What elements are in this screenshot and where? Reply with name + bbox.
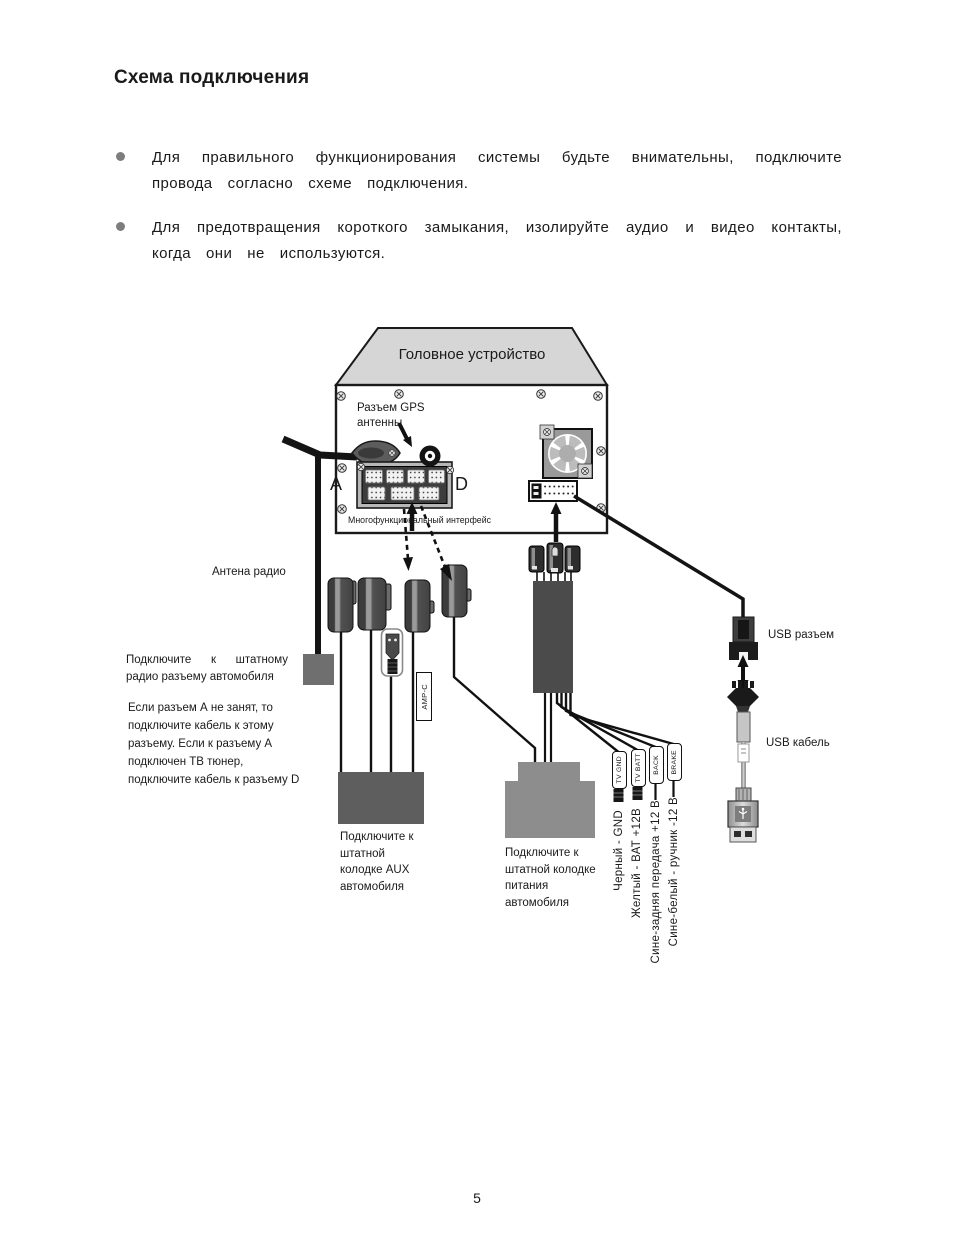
- slot-a-note: Если разъем А не занят, то подключите кабель к этому разъему. Если к разъему А подключен ТВ тюнер, подключите кабель к разъему D: [128, 702, 300, 786]
- usb-cable-label: USB кабель: [766, 737, 830, 749]
- bullet-paragraph: Для предотвращения короткого замыкания, изолируйте аудио и видео контакты, когда они не используются.: [152, 219, 842, 262]
- radio-antenna-label: Антена радио: [212, 566, 286, 578]
- wire-label-brake: Сине-белый - ручник -12 В: [667, 797, 680, 947]
- gps-connector-label: Разъем GPS антенны: [357, 402, 425, 429]
- bullet-paragraph: Для правильного функционирования системы будьте внимательны, подключите провода согласно схеме подключения.: [152, 149, 842, 192]
- wire-tag-back: BACK: [649, 746, 664, 784]
- usb-interface-port: [529, 481, 577, 501]
- interface-label: Многофункциональный интерфейс: [348, 515, 492, 525]
- amp-c-tag: AMP-C: [416, 672, 432, 721]
- page-title: Схема подключения: [114, 67, 310, 88]
- aux-note: Подключите к штатной колодке AUX автомобиля: [340, 831, 414, 893]
- power-note: Подключите к штатной колодке питания автомобиля: [505, 847, 596, 909]
- wire-label-gnd: Черный - GND: [612, 810, 625, 891]
- inline-connector: [382, 629, 403, 676]
- tag-connectors: [614, 787, 643, 802]
- slot-d-label: D: [455, 474, 468, 494]
- usb-port: [729, 617, 758, 660]
- wire-tag-brake: BRAKE: [667, 743, 682, 781]
- head-unit-label: Головное устройство: [398, 346, 546, 363]
- bullet-icon: [116, 152, 125, 161]
- radio-socket-box: [303, 654, 334, 685]
- power-socket-box: [505, 762, 595, 838]
- radio-note: Подключите к штатному радио разъему автомобиля: [126, 654, 288, 683]
- usb-port-label: USB разъем: [768, 629, 835, 641]
- slot-a-label: А: [330, 474, 343, 494]
- wire-label-batt: Желтый - ВАТ +12В: [630, 808, 643, 918]
- bullet-icon: [116, 222, 125, 231]
- wire-tag-tv-gnd: TV GND: [612, 751, 627, 789]
- main-harness: [529, 543, 580, 693]
- wire-label-back: Сине-задняя передача +12 В: [649, 800, 662, 964]
- usb-a-plug: [728, 788, 758, 842]
- page-number: 5: [473, 1190, 481, 1206]
- aux-socket-box: [338, 772, 424, 824]
- usb-plug: [727, 681, 759, 790]
- multifunction-connector: [357, 462, 454, 508]
- fan: [540, 425, 592, 478]
- wire-tag-tv-batt: TV BATT: [631, 749, 646, 787]
